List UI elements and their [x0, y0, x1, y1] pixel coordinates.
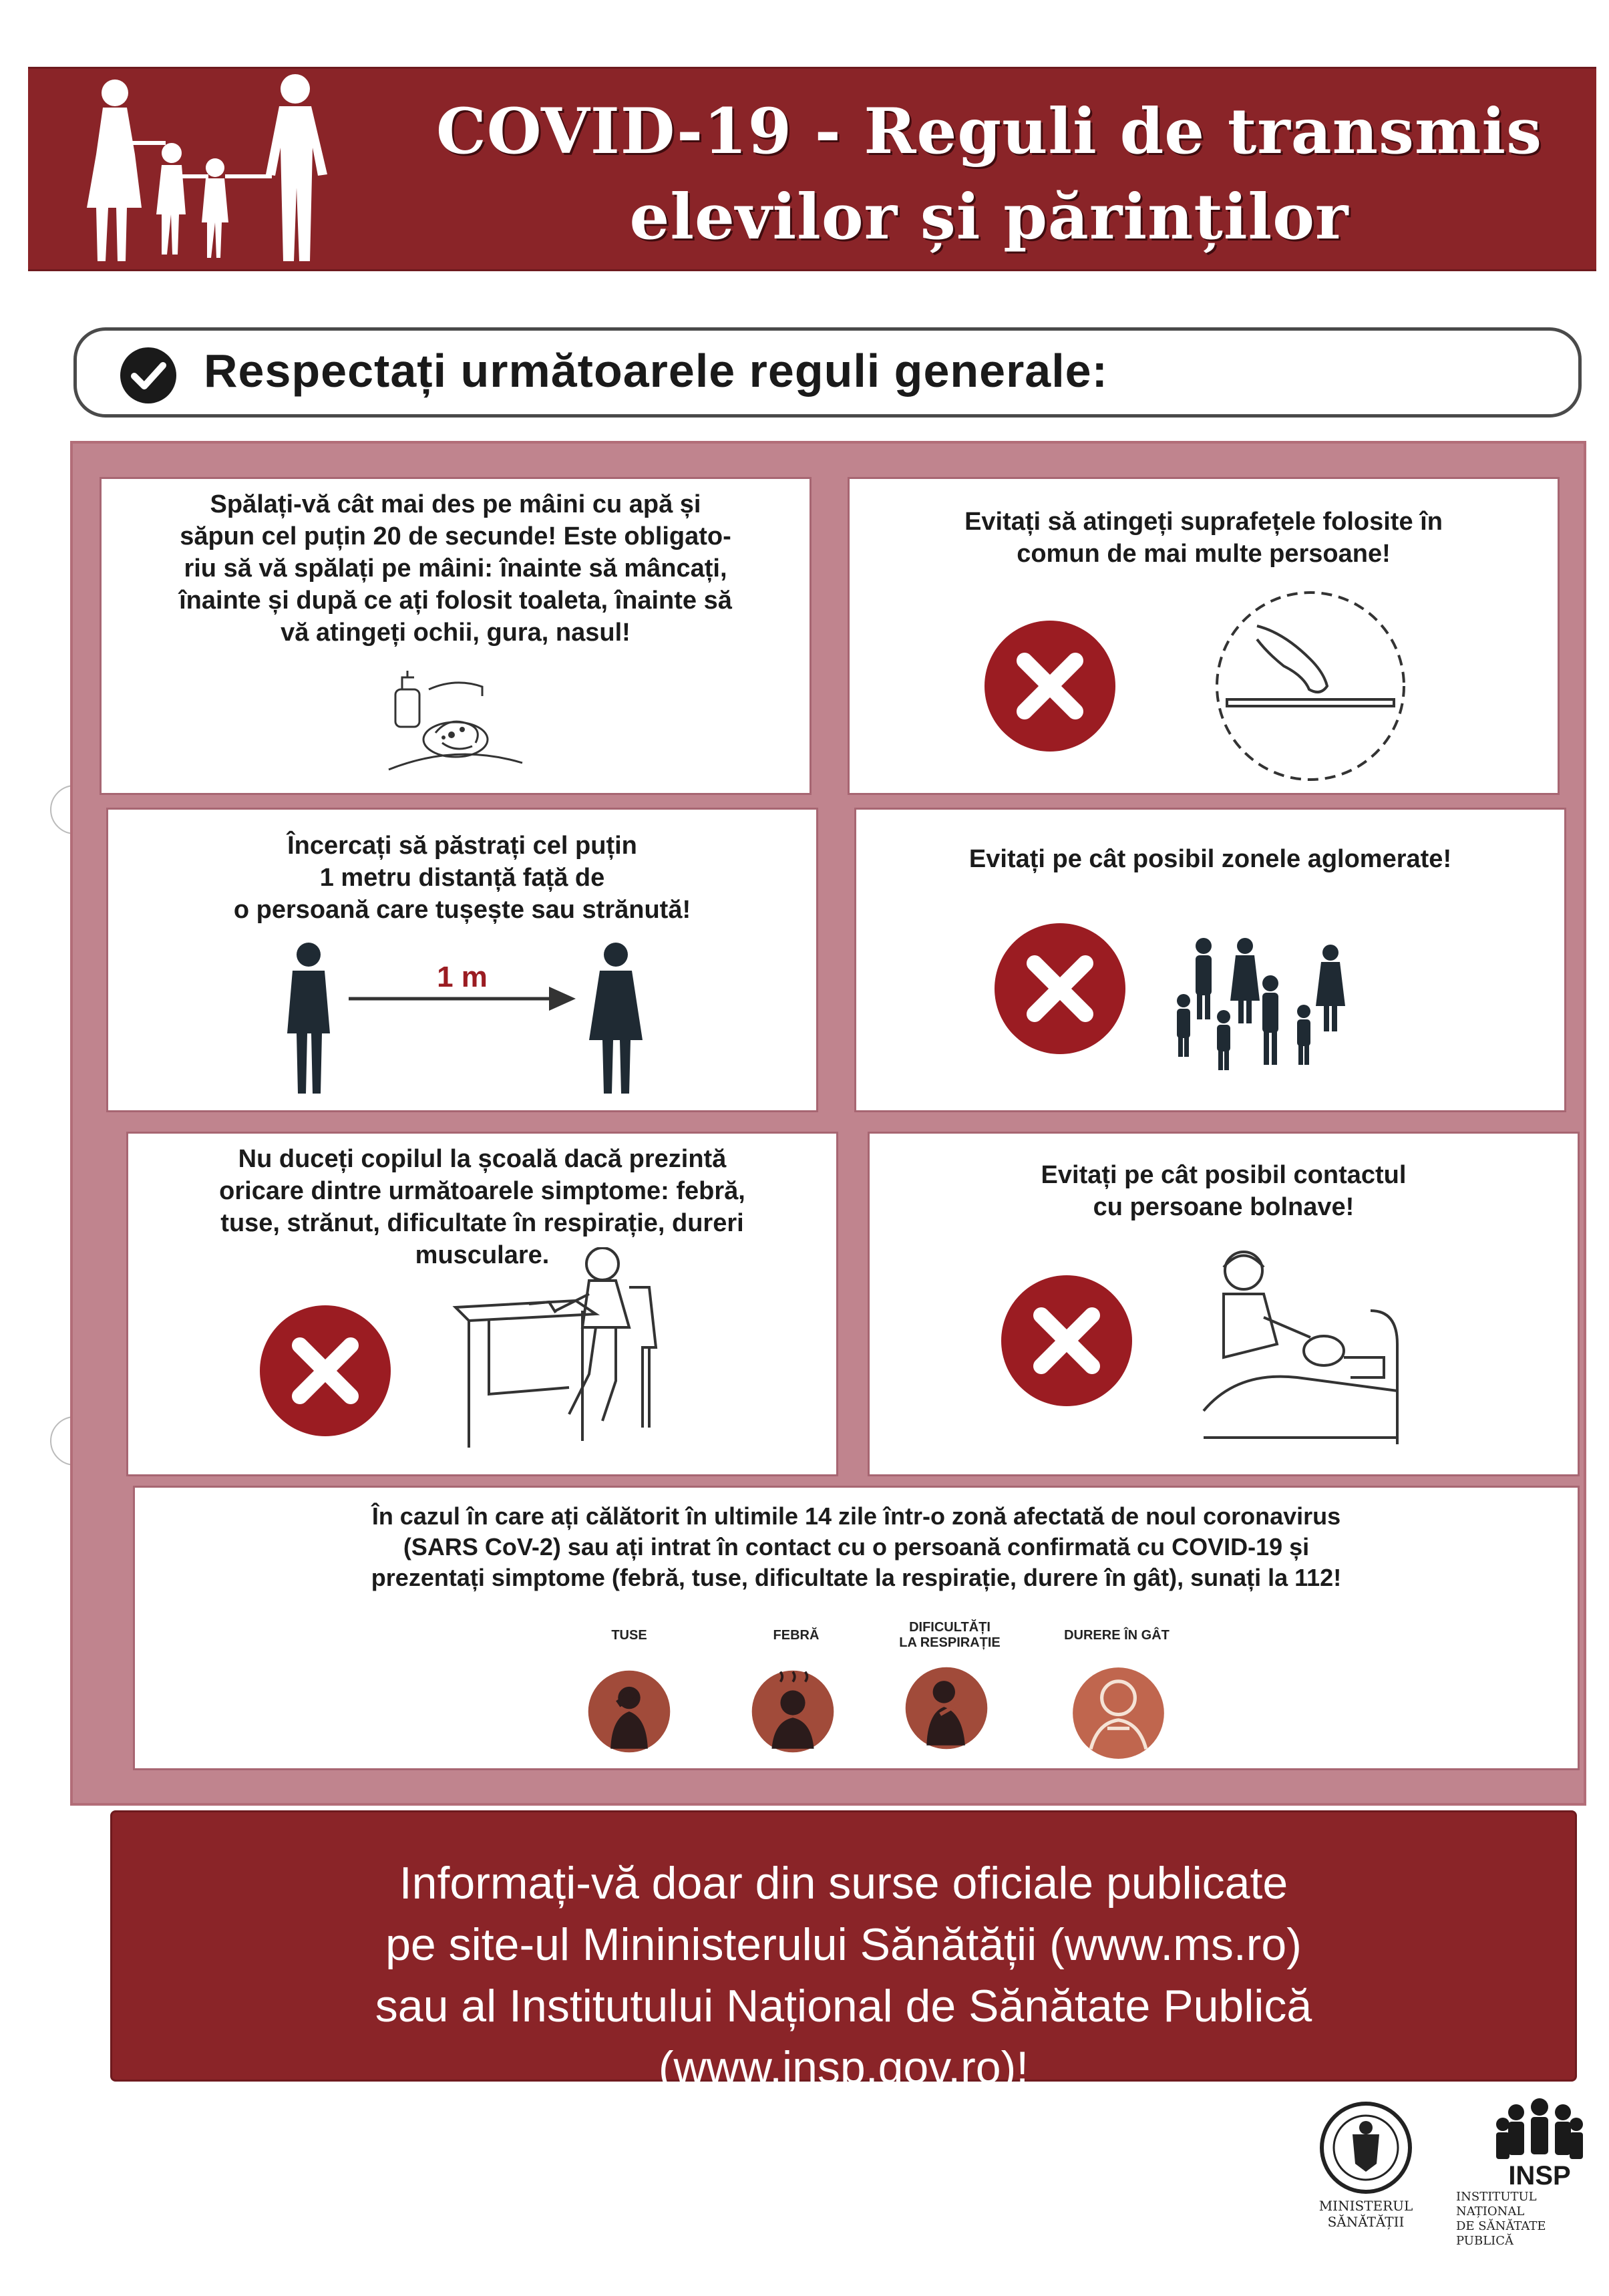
rules-heading: [73, 327, 1582, 418]
panel-hand-washing: [100, 477, 812, 795]
panel-hand-washing-text: [115, 488, 796, 649]
official-sources-text: [132, 1852, 1555, 2098]
text-line: Spălați-vă cât mai des pe mâini cu apă și: [210, 490, 701, 518]
text-line: În cazul în care ați călătorit în ultimile 14 zile într-o zonă afectată de noul coronavirus: [371, 1502, 1341, 1530]
text-line: prezentați simptome (febră, tuse, dificultate la respirație, durere în gât), sunați la 112!: [371, 1564, 1342, 1591]
text-line: (SARS CoV-2) sau ați intrat în contact cu o persoană confirmată cu COVID-19 și: [403, 1533, 1310, 1561]
cough-icon: [586, 1668, 673, 1755]
text-line: INSTITUTUL NAȚIONAL: [1456, 2190, 1537, 2219]
text-line: 1 metru distanță față de: [319, 864, 605, 892]
distance-icon: [282, 940, 656, 1100]
rules-grid: [70, 441, 1586, 1806]
forbidden-x-icon: [983, 619, 1117, 753]
panel-crowds-text: [870, 843, 1551, 875]
text-line: Evitați să atingeți suprafețele folosite în: [964, 508, 1443, 536]
title-line-2: elevilor și părinților: [629, 180, 1349, 254]
insp-badge-text: INSP: [1508, 2161, 1571, 2190]
panel-sick-contact-text: [883, 1159, 1564, 1223]
symptom-label-text: FEBRĂ: [773, 1628, 820, 1643]
panel-travel-text: [148, 1501, 1564, 1593]
caregiver-icon: [1197, 1244, 1411, 1458]
symptom-label-text: DIFICULTĂȚI: [909, 1620, 991, 1635]
symptom-label-breathing: [876, 1620, 1023, 1651]
text-line: Nu duceți copilul la școală dacă prezintă: [238, 1145, 727, 1173]
official-sources-banner: [110, 1810, 1577, 2093]
panel-travel: [133, 1486, 1580, 1770]
text-line: tuse, strănut, dificultate în respirație, dureri: [220, 1209, 744, 1237]
touch-surface-icon: [1210, 586, 1411, 786]
symptom-label-text: DURERE ÎN GÂT: [1064, 1628, 1170, 1643]
text-line: o persoană care tușește sau strănută!: [233, 896, 691, 924]
insp-logo: [1489, 2098, 1590, 2198]
text-line: comun de mai multe persoane!: [1017, 540, 1391, 568]
text-line: oricare dintre următoarele simptome: febră,: [219, 1177, 745, 1205]
page-title: [402, 89, 1576, 260]
text-line: sau al Institutului Național de Sănătate Publică: [375, 1981, 1312, 2031]
text-line: riu să vă spălați pe mâini: înainte să mâncați,: [184, 554, 727, 583]
panel-surfaces: [848, 477, 1560, 795]
text-line: înainte și după ce ați folosit toaleta, înainte să: [179, 587, 732, 615]
distance-label: 1 m: [437, 961, 488, 993]
panel-sick-child: [126, 1132, 838, 1476]
panel-distance: [106, 808, 818, 1112]
hand-washing-icon: [382, 663, 529, 776]
text-line: săpun cel puțin 20 de secunde! Este obligato-: [180, 522, 731, 550]
forbidden-x-icon: [1000, 1274, 1133, 1408]
ministry-logo-label: MINISTERUL SĂNĂTĂȚII: [1318, 2198, 1413, 2230]
text-line: cu persoane bolnave!: [1093, 1193, 1355, 1221]
rules-heading-text: Respectați următoarele reguli generale:: [204, 345, 1108, 397]
symptom-label-text: LA RESPIRAȚIE: [899, 1635, 1001, 1650]
text-line: vă atingeți ochii, gura, nasul!: [281, 619, 631, 647]
fever-icon: [749, 1668, 836, 1755]
text-line: (www.insp.gov.ro)!: [658, 2042, 1029, 2093]
forbidden-x-icon: [993, 922, 1127, 1055]
panel-distance-text: [122, 830, 803, 926]
text-line: DE SĂNĂTATE PUBLICĂ: [1456, 2219, 1546, 2248]
crowd-icon: [1170, 937, 1364, 1077]
insp-logo-label: [1456, 2190, 1606, 2249]
panel-surfaces-text: [863, 506, 1544, 570]
family-silhouette-icon: [61, 74, 375, 268]
symptom-label-cough: [556, 1628, 703, 1643]
symptom-label-fever: [723, 1628, 870, 1643]
header-banner: [28, 67, 1596, 271]
text-line: Evitați pe cât posibil contactul: [1041, 1161, 1407, 1189]
check-circle-icon: [118, 345, 178, 405]
ministry-of-health-logo: [1319, 2101, 1413, 2194]
symptom-label-sore-throat: [1043, 1628, 1190, 1643]
panel-crowds: [854, 808, 1566, 1112]
text-line: Evitați pe cât posibil zonele aglomerate!: [968, 845, 1452, 873]
text-line: musculare.: [415, 1241, 550, 1269]
student-desk-icon: [449, 1247, 669, 1468]
text-line: pe site-ul Mininisterului Sănătății (www.ms.ro): [385, 1919, 1302, 1970]
text-line: Încercați să păstrați cel puțin: [287, 832, 637, 860]
symptom-label-text: TUSE: [611, 1628, 647, 1643]
forbidden-x-icon: [258, 1304, 392, 1438]
sore-throat-icon: [1070, 1665, 1167, 1762]
panel-sick-contact: [868, 1132, 1580, 1476]
breathing-icon: [903, 1665, 990, 1752]
text-line: Informați-vă doar din surse oficiale publicate: [399, 1858, 1288, 1909]
title-line-1: COVID-19 - Reguli de transmis: [435, 95, 1543, 168]
